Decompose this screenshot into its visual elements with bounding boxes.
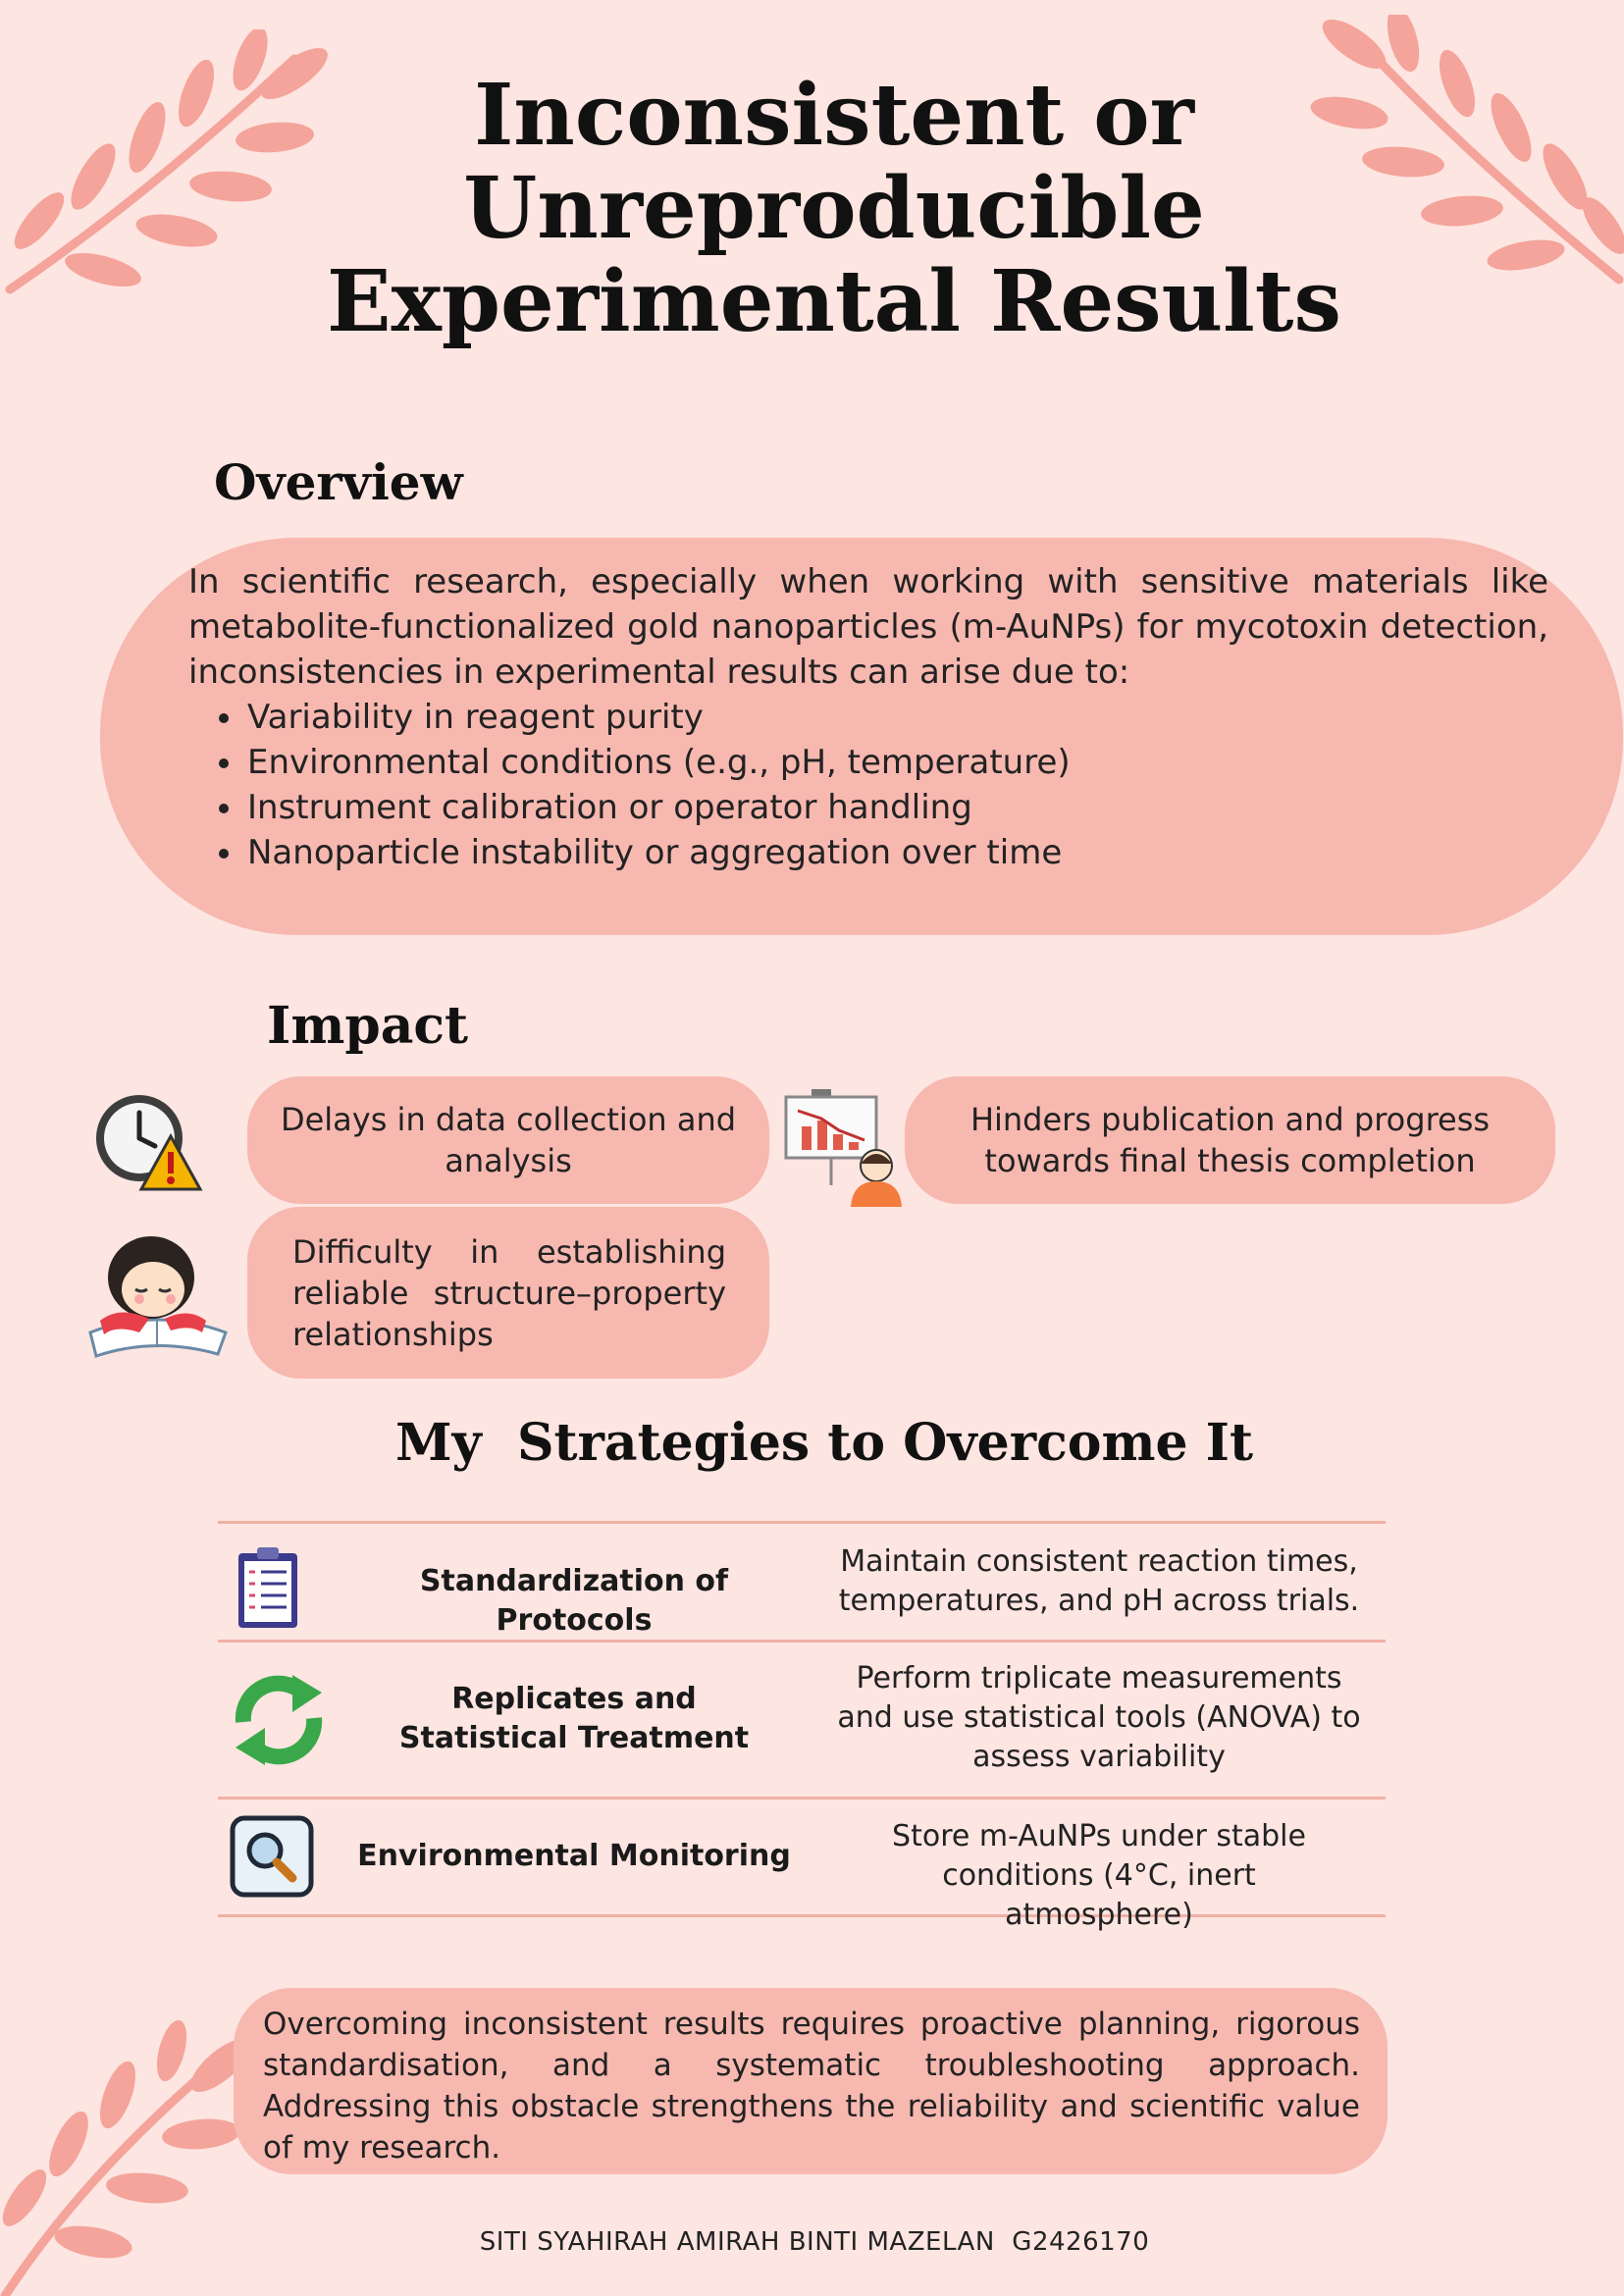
page-title [245, 66, 1423, 351]
strategy-description: Store m-AuNPs under stable conditions (4°C, inert atmosphere) [892, 1819, 1306, 1932]
impact-card-delays [247, 1076, 769, 1204]
title-line-3: Experimental Results [327, 252, 1341, 351]
impact-heading: Impact [267, 996, 469, 1056]
refresh-arrows-icon [228, 1671, 330, 1769]
strategy-name: Replicates and Statistical Treatment [398, 1682, 750, 1755]
clipboard-checklist-icon [236, 1545, 300, 1630]
presentation-declining-chart-icon [782, 1087, 905, 1207]
tired-student-icon [80, 1226, 230, 1359]
overview-bullet: • Environmental conditions (e.g., pH, temperature) [245, 740, 1548, 785]
strategy-name: Environmental Monitoring [357, 1839, 791, 1873]
overview-bullet-list [188, 695, 1548, 875]
overview-bullet: • Instrument calibration or operator handling [245, 785, 1548, 830]
author-footer: SITI SYAHIRAH AMIRAH BINTI MAZELAN G2426170 [479, 2227, 1150, 2257]
impact-card-text: Difficulty in establishing reliable structure–property relationships [292, 1232, 726, 1353]
magnifier-icon [230, 1815, 314, 1898]
table-divider [218, 1521, 1386, 1524]
strategy-name: Standardization of Protocols [419, 1564, 729, 1638]
title-line-2: Unreproducible [463, 159, 1205, 258]
overview-text [188, 559, 1548, 875]
overview-heading: Overview [214, 453, 463, 511]
closing-statement: Overcoming inconsistent results requires proactive planning, rigorous standardisation, and a systematic troubleshooting approach. Addressing this obstacle strengthens the reliability and scientific value of my research. [234, 1988, 1388, 2174]
title-line-1: Inconsistent or [474, 66, 1194, 165]
overview-bullet: • Nanoparticle instability or aggregation over time [245, 830, 1548, 875]
table-divider [218, 1797, 1386, 1800]
clock-warning-icon [90, 1087, 203, 1195]
overview-intro: In scientific research, especially when working with sensitive materials like metabolite-functionalized gold nanoparticles (m-AuNPs) for mycotoxin detection, inconsistencies in experimental results can arise due to: [188, 562, 1548, 692]
strategy-description: Maintain consistent reaction times, temperatures, and pH across trials. [838, 1544, 1360, 1618]
leaf-branch-decoration-bottom-left [0, 2011, 245, 2296]
impact-card-difficulty [247, 1207, 769, 1379]
strategies-heading: My Strategies to Overcome It [394, 1413, 1254, 1473]
overview-bullet: • Variability in reagent purity [245, 695, 1548, 740]
impact-card-text: Hinders publication and progress towards final thesis completion [969, 1101, 1491, 1179]
strategy-description: Perform triplicate measurements and use statistical tools (ANOVA) to assess variability [837, 1661, 1361, 1774]
impact-card-publication [905, 1076, 1555, 1204]
impact-card-text: Delays in data collection and analysis [280, 1101, 737, 1179]
